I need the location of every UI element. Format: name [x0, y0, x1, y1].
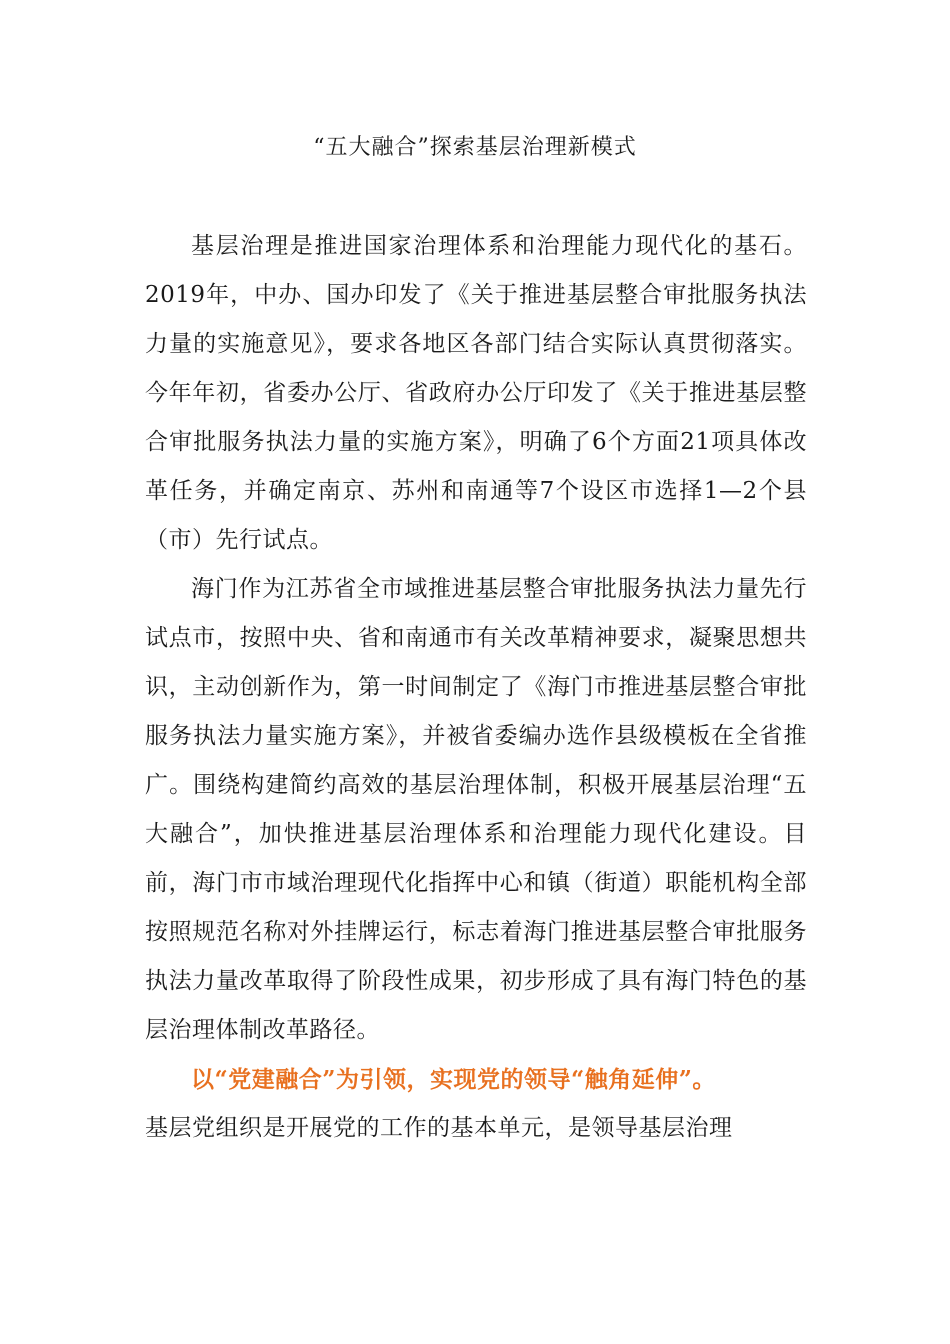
section-heading: 以“党建融合”为引领，实现党的领导“触角延伸”。 [191, 1066, 716, 1093]
document-body [145, 222, 807, 1153]
paragraph-section-start: 基层党组织是开展党的工作的基本单元，是领导基层治理 [145, 1115, 733, 1141]
paragraph-intro: 基层治理是推进国家治理体系和治理能力现代化的基石。2019年，中办、国办印发了《关于推进基层整合审批服务执法力量的实施意见》，要求各地区各部门结合实际认真贯彻落实。今年年初，省委办公厅、省政府办公厅印发了《关于推进基层整合审批服务执法力量的实施方案》，明确了6个方面21项具体改革任务，并确定南京、苏州和南通等7个设区市选择1—2个县（市）先行试点。 [145, 233, 807, 553]
paragraph-haimen: 海门作为江苏省全市域推进基层整合审批服务执法力量先行试点市，按照中央、省和南通市有关改革精神要求，凝聚思想共识，主动创新作为，第一时间制定了《海门市推进基层整合审批服务执法力量实施方案》，并被省委编办选作县级模板在全省推广。围绕构建简约高效的基层治理体制，积极开展基层治理“五大融合”，加快推进基层治理体系和治理能力现代化建设。目前，海门市市域治理现代化指挥中心和镇（街道）职能机构全部按照规范名称对外挂牌运行，标志着海门推进基层整合审批服务执法力量改革取得了阶段性成果，初步形成了具有海门特色的基层治理体制改革路径。 [145, 576, 807, 1043]
document-title: “五大融合”探索基层治理新模式 [313, 135, 637, 160]
